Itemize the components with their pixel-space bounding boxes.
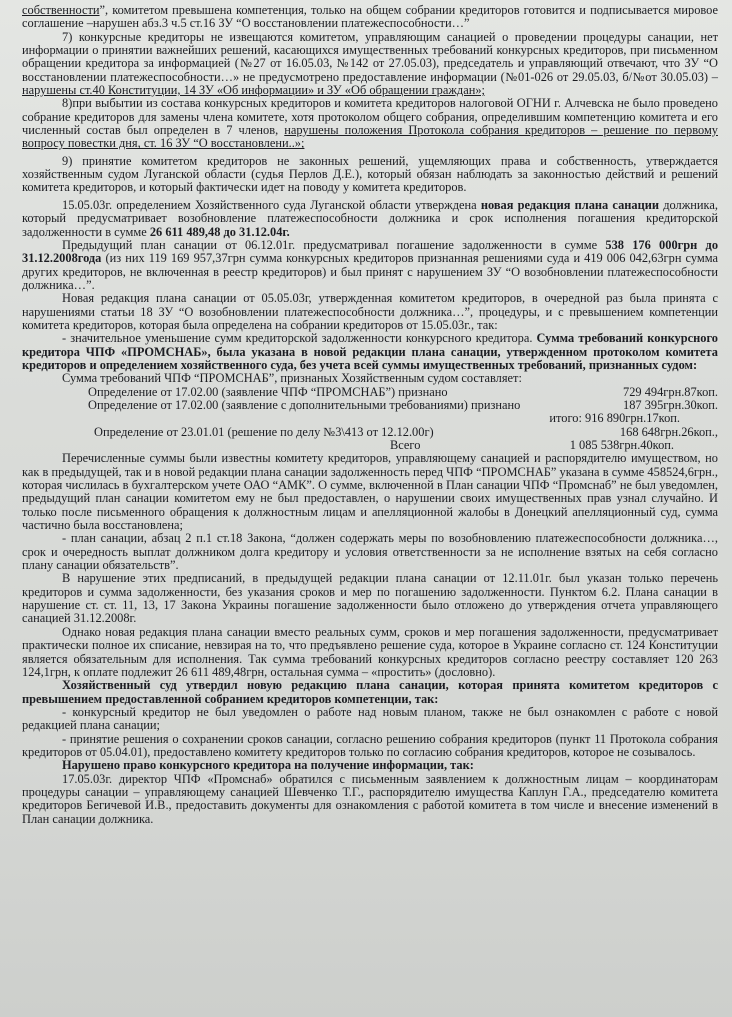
claims-total <box>22 439 718 452</box>
claims-total-amount: 1 085 538грн.40коп. <box>569 438 674 452</box>
claims-row-2-amount: 187 395грн.30коп. <box>623 397 718 412</box>
paragraph-previous-plan <box>22 239 718 292</box>
paragraph-director-request: 17.05.03г. директор ЧПФ «Промснаб» обратился с письменным заявлением к должностным лицам – координаторам процедуры санации – управляющему санацией Шевченко Т.Г., распорядителю имущества Каплун Г.А., председателю комитета кредиторов Бегичевой И.В., предоставить документы для ознакомления с работой комитета в том числе и внесение изменений в План санации должника. <box>22 771 718 826</box>
paragraph-violation-previous: В нарушение этих предписаний, в предыдущей редакции плана санации от 12.11.01г. был указан только перечень кредиторов и сумма задолженности, без указания сроков и мер по погашению задолженности. Пунктом 6.2. Плана санации в нарушение ст. ст. 11, 13, 17 Закона Украины погашение задолженности было отложено до утверждения отчета управляющего санацией 31.12.2008г. <box>22 571 718 626</box>
claims-row-2-label: Определение от 17.02.00 (заявление с дополнительными требованиями) признано <box>88 397 521 412</box>
paragraph-7-violation: нарушены ст.40 Конституции, 14 ЗУ «Об информации» и ЗУ «Об обращении граждан»; <box>22 83 485 98</box>
claims-row-3 <box>22 426 718 439</box>
paragraph-7 <box>22 31 718 98</box>
paragraph-write-off: Однако новая редакция плана санации вместо реальных сумм, сроков и мер погашения задолженности, предусматривает практически полное их списание, невзирая на то, что предъявлено решение суда, которое в Украине согласно ст. 124 Конституции является обязательным для исполнения. Так сумма требований конкурсных кредиторов согласно реестру составляет 120 263 124,1грн, к оплате подлежит 26 611 489,48грн, остальная сумма – «простить» (дословно). <box>22 624 718 679</box>
paragraph-8-text: 8)при выбытии из состава конкурсных кредиторов и комитета кредиторов налоговой ОГНИ г. Алчевска не было проведено собрание кредиторов для замены члена комитете, хотя протоколом общего собрания, определившим компетенцию комитета и его численный состав был определен в 7 членов, <box>22 96 718 138</box>
paragraph-not-notified: - конкурсный кредитор не был уведомлен о работе над новым планом, также не был ознакомлен с работе с новой редакцией плана санации; <box>22 704 718 733</box>
previous-plan-text: (из них 119 169 957,37грн сумма конкурсных кредиторов признанная решениями суда и 419 006 042,63грн сумма других кредиторов, не включенная в реестр кредиторов) и был принят с нарушением ЗУ “О возобновлении платежеспособности должника…”. <box>22 251 718 292</box>
claims-row-1-label: Определение от 17.02.00 (заявление ЧПФ “ПРОМСНАБ”) признано <box>88 384 448 399</box>
paragraph-8 <box>22 97 718 150</box>
paragraph-terms-decision: - принятие решения о сохранении сроков санации, согласно решению собрания кредиторов (пункт 11 Протокола собрания кредиторов от 05.04.01), предоставлено комитету кредиторов только по согласию собрания кредиторов, которое не созывалось. <box>22 731 718 759</box>
new-plan-bold: новая редакция плана санации <box>480 197 660 212</box>
paragraph-7-text: 7) конкурсные кредиторы не извещаются комитетом, управляющим санацией о проведении процедуры санации, нет информации о принятии важнейших решений, касающихся имущественных требований конкурсных кредиторов, при письменном обращении кредитора за информацией (№27 от 16.05.03, №142 от 27.05.03), председатель и управляющий отвечают, что ЗУ “О восстановлении платежеспособности…» не предусмотрено предоставление информации (№01-026 от 29.05.03, б/№от 30.05.03) – <box>22 29 718 84</box>
claims-subtotal-amount: итого: 916 890грн.17коп. <box>549 411 680 426</box>
claims-row-1-amount: 729 494грн.87коп. <box>623 384 718 399</box>
claims-row-1 <box>22 386 718 399</box>
paragraph-9: 9) принятие комитетом кредиторов не законных решений, ущемляющих права и собственность, утверждается хозяйственным судом Луганской области (судья Перлов Д.Е.), который обязан наблюдать за законностью действий и решений комитета кредиторов, и который фактически идет на поводу у комитета кредиторов. <box>22 153 718 195</box>
paragraph-new-edition: Новая редакция плана санации от 05.05.03г, утвержденная комитетом кредиторов, в очередной раз была принята с нарушениями статьи 18 ЗУ “О возобновлении платежеспособности должника…”, процедуры, и с превышением компетенции комитета кредиторов, которая была определена на собрании кредиторов от 15.05.03г., так: <box>22 291 718 332</box>
new-plan-text: должника, который предусматривает возобновление платежеспособности должника и срок исполнения погашения кредиторской задолженности в сумме <box>22 197 718 239</box>
paragraph-6-text: ”, комитетом превышена компетенция, только на общем собрании кредиторов готовится и подписывается мировое соглашение –нарушен абз.3 ч.5 ст.16 ЗУ “О восстановлении платежеспособности…” <box>22 3 718 31</box>
claims-total-label: Всего <box>390 438 421 452</box>
paragraph-information-right: Нарушено право конкурсного кредитора на получение информации, так: <box>62 758 474 773</box>
paragraph-new-plan <box>22 199 718 239</box>
previous-plan-amount: 538 176 000грн до 31.12.2008года <box>22 237 719 266</box>
paragraph-8-violation: нарушены положения Протокола собрания кредиторов – решение по первому вопросу повестки дня, ст. 16 ЗУ “О восстановлени..»; <box>22 123 718 151</box>
new-plan-intro: 15.05.03г. определением Хозяйственного суда Луганской области утверждена <box>62 197 477 212</box>
paragraph-reduction <box>22 332 718 372</box>
paragraph-listed-sums: Перечисленные суммы были известны комитету кредиторов, управляющему санацией и распорядителю имуществом, но как в предыдущей, так и в новой редакции плана санации задолженность перед ЧПФ “ПРОМСНАБ” указана в сумме 458524,6грн., которая числилась в бухгалтерском учете ОАО “АМК”. О сумме, включенной в План санации ЧПФ “Промснаб” не был уведомлен, предыдущий план санации комитетом ему не был предоставлен, о нарушении своих имущественных прав узнал случайно. И только после письменного обращения к должностным лицам и апелляционной жалобы в Донецкий апелляционный суд, сумма частично была восстановлена; <box>22 451 718 533</box>
claims-row-2 <box>22 399 718 412</box>
underlined-word: собственности <box>22 3 100 17</box>
new-plan-amount: 26 611 489,48 до 31.12.04г. <box>149 224 290 239</box>
claims-subtotal <box>22 412 718 425</box>
claims-row-3-amount: 168 648грн.26коп., <box>619 424 718 439</box>
paragraph-6-end <box>22 4 718 31</box>
paragraph-plan-requirements: - план санации, абзац 2 п.1 ст.18 Закона, “должен содержать меры по возобновлению платежеспособности должника…, срок и очередность выплат должником долга кредитору и условия ответственности за не исполнение взятых на себя согласно плану санации обязательств”. <box>22 531 718 573</box>
reduction-intro: - значительное уменьшение сумм кредиторской задолженности конкурсного кредитора. <box>62 331 533 346</box>
previous-plan-intro: Предыдущий план санации от 06.12.01г. предусматривал погашение задолженности в сумме <box>62 237 598 252</box>
reduction-bold: Сумма требований конкурсного кредитора ЧПФ «ПРОМСНАБ», была указана в новой редакции плана санации, утвержденном протоколом комитета кредиторов и определением хозяйственного суда, без учета всей суммы имущественных требований, признанных судом: <box>22 331 718 372</box>
claims-table-caption: Сумма требований ЧПФ “ПРОМСНАБ”, признаных Хозяйственным судом составляет: <box>62 371 522 386</box>
claims-row-3-label: Определение от 23.01.01 (решение по делу №3\413 от 12.12.00г) <box>94 424 434 439</box>
paragraph-court-approval: Хозяйственный суд утвердил новую редакцию плана санации, которая принята комитетом кредиторов с превышением предоставленной собранием кредиторов компетенции, так: <box>22 678 718 706</box>
